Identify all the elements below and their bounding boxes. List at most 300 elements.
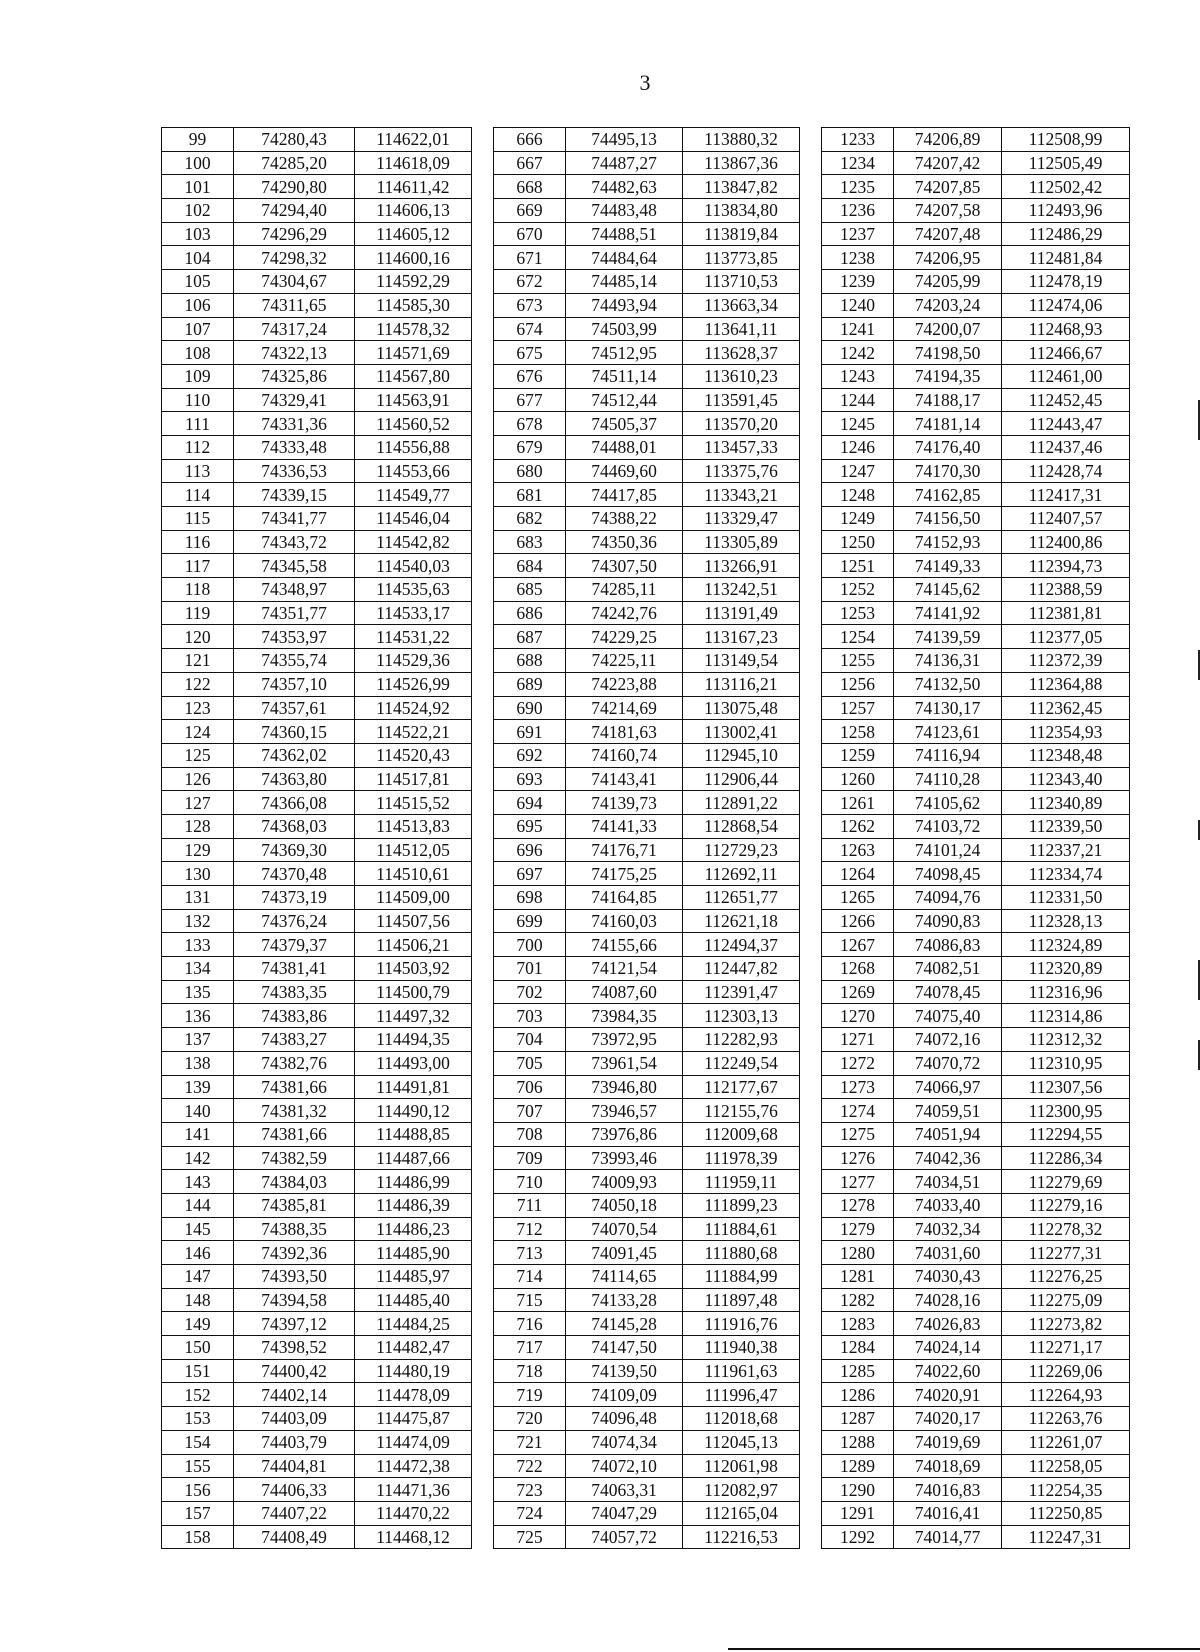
point-number-cell: 1272 xyxy=(822,1051,894,1075)
y-coordinate-cell: 113641,11 xyxy=(683,317,800,341)
column-gap xyxy=(800,696,822,720)
x-coordinate-cell: 74090,83 xyxy=(894,909,1002,933)
column-gap xyxy=(472,1288,494,1312)
table-row xyxy=(162,175,1130,199)
x-coordinate-cell: 74050,18 xyxy=(566,1193,683,1217)
x-coordinate-cell: 74397,12 xyxy=(234,1312,355,1336)
y-coordinate-cell: 113710,53 xyxy=(683,270,800,294)
point-number-cell: 678 xyxy=(494,412,566,436)
x-coordinate-cell: 74188,17 xyxy=(894,388,1002,412)
column-gap xyxy=(472,791,494,815)
x-coordinate-cell: 74403,79 xyxy=(234,1430,355,1454)
x-coordinate-cell: 74200,07 xyxy=(894,317,1002,341)
point-number-cell: 140 xyxy=(162,1099,234,1123)
point-number-cell: 151 xyxy=(162,1359,234,1383)
column-gap xyxy=(472,886,494,910)
x-coordinate-cell: 74384,03 xyxy=(234,1170,355,1194)
column-gap xyxy=(472,435,494,459)
y-coordinate-cell: 112494,37 xyxy=(683,933,800,957)
point-number-cell: 682 xyxy=(494,507,566,531)
x-coordinate-cell: 74351,77 xyxy=(234,601,355,625)
column-gap xyxy=(472,1241,494,1265)
y-coordinate-cell: 112474,06 xyxy=(1002,293,1130,317)
table-row xyxy=(162,222,1130,246)
point-number-cell: 1277 xyxy=(822,1170,894,1194)
y-coordinate-cell: 112343,40 xyxy=(1002,767,1130,791)
x-coordinate-cell: 74388,35 xyxy=(234,1217,355,1241)
x-coordinate-cell: 74317,24 xyxy=(234,317,355,341)
column-gap xyxy=(800,1170,822,1194)
column-gap xyxy=(472,530,494,554)
point-number-cell: 135 xyxy=(162,980,234,1004)
point-number-cell: 1281 xyxy=(822,1265,894,1289)
column-gap xyxy=(800,672,822,696)
point-number-cell: 1255 xyxy=(822,649,894,673)
point-number-cell: 1233 xyxy=(822,128,894,152)
y-coordinate-cell: 114475,87 xyxy=(355,1407,472,1431)
x-coordinate-cell: 74329,41 xyxy=(234,388,355,412)
x-coordinate-cell: 73976,86 xyxy=(566,1122,683,1146)
point-number-cell: 722 xyxy=(494,1454,566,1478)
y-coordinate-cell: 112447,82 xyxy=(683,957,800,981)
x-coordinate-cell: 74031,60 xyxy=(894,1241,1002,1265)
column-gap xyxy=(800,886,822,910)
y-coordinate-cell: 112328,13 xyxy=(1002,909,1130,933)
point-number-cell: 1249 xyxy=(822,507,894,531)
table-row xyxy=(162,886,1130,910)
table-row xyxy=(162,1454,1130,1478)
point-number-cell: 100 xyxy=(162,151,234,175)
x-coordinate-cell: 74285,11 xyxy=(566,578,683,602)
x-coordinate-cell: 74325,86 xyxy=(234,364,355,388)
column-gap xyxy=(472,1478,494,1502)
x-coordinate-cell: 74376,24 xyxy=(234,909,355,933)
y-coordinate-cell: 112388,59 xyxy=(1002,578,1130,602)
point-number-cell: 1273 xyxy=(822,1075,894,1099)
point-number-cell: 713 xyxy=(494,1241,566,1265)
y-coordinate-cell: 112334,74 xyxy=(1002,862,1130,886)
y-coordinate-cell: 112891,22 xyxy=(683,791,800,815)
y-coordinate-cell: 113819,84 xyxy=(683,222,800,246)
column-gap xyxy=(472,175,494,199)
y-coordinate-cell: 112372,39 xyxy=(1002,649,1130,673)
column-gap xyxy=(472,317,494,341)
y-coordinate-cell: 112277,31 xyxy=(1002,1241,1130,1265)
column-gap xyxy=(472,246,494,270)
table-row xyxy=(162,1122,1130,1146)
x-coordinate-cell: 74280,43 xyxy=(234,128,355,152)
y-coordinate-cell: 112258,05 xyxy=(1002,1454,1130,1478)
x-coordinate-cell: 74123,61 xyxy=(894,720,1002,744)
table-row xyxy=(162,1336,1130,1360)
point-number-cell: 704 xyxy=(494,1028,566,1052)
x-coordinate-cell: 74482,63 xyxy=(566,175,683,199)
column-gap xyxy=(472,1170,494,1194)
table-row xyxy=(162,933,1130,957)
column-gap xyxy=(472,649,494,673)
column-gap xyxy=(800,1478,822,1502)
x-coordinate-cell: 74398,52 xyxy=(234,1336,355,1360)
table-row xyxy=(162,743,1130,767)
column-gap xyxy=(800,1454,822,1478)
column-gap xyxy=(800,175,822,199)
x-coordinate-cell: 74487,27 xyxy=(566,151,683,175)
point-number-cell: 1235 xyxy=(822,175,894,199)
point-number-cell: 696 xyxy=(494,838,566,862)
y-coordinate-cell: 114471,36 xyxy=(355,1478,472,1502)
column-gap xyxy=(472,270,494,294)
point-number-cell: 718 xyxy=(494,1359,566,1383)
y-coordinate-cell: 113329,47 xyxy=(683,507,800,531)
point-number-cell: 116 xyxy=(162,530,234,554)
column-gap xyxy=(472,980,494,1004)
point-number-cell: 125 xyxy=(162,743,234,767)
x-coordinate-cell: 74175,25 xyxy=(566,862,683,886)
x-coordinate-cell: 74121,54 xyxy=(566,957,683,981)
x-coordinate-cell: 74152,93 xyxy=(894,530,1002,554)
point-number-cell: 686 xyxy=(494,601,566,625)
y-coordinate-cell: 112362,45 xyxy=(1002,696,1130,720)
y-coordinate-cell: 113149,54 xyxy=(683,649,800,673)
table-row xyxy=(162,128,1130,152)
x-coordinate-cell: 74030,43 xyxy=(894,1265,1002,1289)
y-coordinate-cell: 112651,77 xyxy=(683,886,800,910)
x-coordinate-cell: 74206,95 xyxy=(894,246,1002,270)
point-number-cell: 694 xyxy=(494,791,566,815)
column-gap xyxy=(800,293,822,317)
column-gap xyxy=(800,412,822,436)
column-gap xyxy=(472,1359,494,1383)
x-coordinate-cell: 74139,73 xyxy=(566,791,683,815)
point-number-cell: 690 xyxy=(494,696,566,720)
x-coordinate-cell: 74164,85 xyxy=(566,886,683,910)
x-coordinate-cell: 74156,50 xyxy=(894,507,1002,531)
x-coordinate-cell: 74141,92 xyxy=(894,601,1002,625)
column-gap xyxy=(472,696,494,720)
x-coordinate-cell: 74141,33 xyxy=(566,814,683,838)
x-coordinate-cell: 74057,72 xyxy=(566,1525,683,1549)
x-coordinate-cell: 74016,83 xyxy=(894,1478,1002,1502)
x-coordinate-cell: 74094,76 xyxy=(894,886,1002,910)
y-coordinate-cell: 114622,01 xyxy=(355,128,472,152)
column-gap xyxy=(472,388,494,412)
x-coordinate-cell: 74505,37 xyxy=(566,412,683,436)
point-number-cell: 118 xyxy=(162,578,234,602)
y-coordinate-cell: 112478,19 xyxy=(1002,270,1130,294)
point-number-cell: 155 xyxy=(162,1454,234,1478)
y-coordinate-cell: 111897,48 xyxy=(683,1288,800,1312)
x-coordinate-cell: 74033,40 xyxy=(894,1193,1002,1217)
point-number-cell: 683 xyxy=(494,530,566,554)
point-number-cell: 677 xyxy=(494,388,566,412)
y-coordinate-cell: 114510,61 xyxy=(355,862,472,886)
x-coordinate-cell: 74357,61 xyxy=(234,696,355,720)
y-coordinate-cell: 112381,81 xyxy=(1002,601,1130,625)
point-number-cell: 154 xyxy=(162,1430,234,1454)
table-row xyxy=(162,791,1130,815)
y-coordinate-cell: 112324,89 xyxy=(1002,933,1130,957)
x-coordinate-cell: 74353,97 xyxy=(234,625,355,649)
x-coordinate-cell: 74059,51 xyxy=(894,1099,1002,1123)
point-number-cell: 1248 xyxy=(822,483,894,507)
point-number-cell: 702 xyxy=(494,980,566,1004)
x-coordinate-cell: 74103,72 xyxy=(894,814,1002,838)
x-coordinate-cell: 73946,80 xyxy=(566,1075,683,1099)
y-coordinate-cell: 114535,63 xyxy=(355,578,472,602)
table-row xyxy=(162,814,1130,838)
x-coordinate-cell: 74363,80 xyxy=(234,767,355,791)
point-number-cell: 129 xyxy=(162,838,234,862)
x-coordinate-cell: 74298,32 xyxy=(234,246,355,270)
column-gap xyxy=(472,412,494,436)
y-coordinate-cell: 112155,76 xyxy=(683,1099,800,1123)
column-gap xyxy=(800,578,822,602)
table-row xyxy=(162,1265,1130,1289)
point-number-cell: 119 xyxy=(162,601,234,625)
point-number-cell: 145 xyxy=(162,1217,234,1241)
table-row xyxy=(162,1525,1130,1549)
y-coordinate-cell: 113773,85 xyxy=(683,246,800,270)
y-coordinate-cell: 114485,40 xyxy=(355,1288,472,1312)
table-row xyxy=(162,1004,1130,1028)
x-coordinate-cell: 74512,44 xyxy=(566,388,683,412)
point-number-cell: 699 xyxy=(494,909,566,933)
y-coordinate-cell: 114553,66 xyxy=(355,459,472,483)
bottom-rule xyxy=(728,1648,1200,1650)
table-row xyxy=(162,1407,1130,1431)
column-gap xyxy=(472,933,494,957)
point-number-cell: 124 xyxy=(162,720,234,744)
x-coordinate-cell: 74026,83 xyxy=(894,1312,1002,1336)
column-gap xyxy=(800,364,822,388)
point-number-cell: 668 xyxy=(494,175,566,199)
x-coordinate-cell: 74339,15 xyxy=(234,483,355,507)
x-coordinate-cell: 74379,37 xyxy=(234,933,355,957)
y-coordinate-cell: 112391,47 xyxy=(683,980,800,1004)
x-coordinate-cell: 74381,66 xyxy=(234,1075,355,1099)
x-coordinate-cell: 74408,49 xyxy=(234,1525,355,1549)
point-number-cell: 685 xyxy=(494,578,566,602)
point-number-cell: 1237 xyxy=(822,222,894,246)
x-coordinate-cell: 74170,30 xyxy=(894,459,1002,483)
point-number-cell: 1276 xyxy=(822,1146,894,1170)
x-coordinate-cell: 74098,45 xyxy=(894,862,1002,886)
point-number-cell: 693 xyxy=(494,767,566,791)
y-coordinate-cell: 112279,16 xyxy=(1002,1193,1130,1217)
column-gap xyxy=(472,625,494,649)
y-coordinate-cell: 111940,38 xyxy=(683,1336,800,1360)
column-gap xyxy=(472,909,494,933)
table-row xyxy=(162,459,1130,483)
x-coordinate-cell: 74207,42 xyxy=(894,151,1002,175)
point-number-cell: 705 xyxy=(494,1051,566,1075)
x-coordinate-cell: 74147,50 xyxy=(566,1336,683,1360)
x-coordinate-cell: 74392,36 xyxy=(234,1241,355,1265)
point-number-cell: 139 xyxy=(162,1075,234,1099)
table-row xyxy=(162,649,1130,673)
y-coordinate-cell: 113867,36 xyxy=(683,151,800,175)
x-coordinate-cell: 74018,69 xyxy=(894,1454,1002,1478)
column-gap xyxy=(800,1146,822,1170)
point-number-cell: 725 xyxy=(494,1525,566,1549)
x-coordinate-cell: 74381,32 xyxy=(234,1099,355,1123)
point-number-cell: 117 xyxy=(162,554,234,578)
x-coordinate-cell: 74383,86 xyxy=(234,1004,355,1028)
point-number-cell: 122 xyxy=(162,672,234,696)
table-row xyxy=(162,1359,1130,1383)
point-number-cell: 1269 xyxy=(822,980,894,1004)
x-coordinate-cell: 74143,41 xyxy=(566,767,683,791)
x-coordinate-cell: 74488,01 xyxy=(566,435,683,459)
x-coordinate-cell: 74155,66 xyxy=(566,933,683,957)
x-coordinate-cell: 74082,51 xyxy=(894,957,1002,981)
point-number-cell: 112 xyxy=(162,435,234,459)
point-number-cell: 715 xyxy=(494,1288,566,1312)
y-coordinate-cell: 111916,76 xyxy=(683,1312,800,1336)
x-coordinate-cell: 73984,35 xyxy=(566,1004,683,1028)
y-coordinate-cell: 114493,00 xyxy=(355,1051,472,1075)
y-coordinate-cell: 114563,91 xyxy=(355,388,472,412)
column-gap xyxy=(800,909,822,933)
y-coordinate-cell: 114546,04 xyxy=(355,507,472,531)
x-coordinate-cell: 74400,42 xyxy=(234,1359,355,1383)
table-body xyxy=(162,128,1130,1549)
x-coordinate-cell: 74074,34 xyxy=(566,1430,683,1454)
y-coordinate-cell: 113375,76 xyxy=(683,459,800,483)
y-coordinate-cell: 114497,32 xyxy=(355,1004,472,1028)
point-number-cell: 133 xyxy=(162,933,234,957)
y-coordinate-cell: 112407,57 xyxy=(1002,507,1130,531)
point-number-cell: 697 xyxy=(494,862,566,886)
y-coordinate-cell: 112452,45 xyxy=(1002,388,1130,412)
point-number-cell: 691 xyxy=(494,720,566,744)
point-number-cell: 1292 xyxy=(822,1525,894,1549)
point-number-cell: 1254 xyxy=(822,625,894,649)
y-coordinate-cell: 112249,54 xyxy=(683,1051,800,1075)
column-gap xyxy=(472,720,494,744)
x-coordinate-cell: 74072,16 xyxy=(894,1028,1002,1052)
y-coordinate-cell: 112428,74 xyxy=(1002,459,1130,483)
point-number-cell: 711 xyxy=(494,1193,566,1217)
x-coordinate-cell: 74063,31 xyxy=(566,1478,683,1502)
column-gap xyxy=(800,483,822,507)
table-row xyxy=(162,246,1130,270)
x-coordinate-cell: 74070,72 xyxy=(894,1051,1002,1075)
y-coordinate-cell: 112310,95 xyxy=(1002,1051,1130,1075)
y-coordinate-cell: 112250,85 xyxy=(1002,1501,1130,1525)
table-row xyxy=(162,1170,1130,1194)
x-coordinate-cell: 74145,62 xyxy=(894,578,1002,602)
column-gap xyxy=(800,507,822,531)
y-coordinate-cell: 111884,61 xyxy=(683,1217,800,1241)
point-number-cell: 679 xyxy=(494,435,566,459)
point-number-cell: 1239 xyxy=(822,270,894,294)
x-coordinate-cell: 74096,48 xyxy=(566,1407,683,1431)
column-gap xyxy=(800,743,822,767)
point-number-cell: 695 xyxy=(494,814,566,838)
point-number-cell: 153 xyxy=(162,1407,234,1431)
x-coordinate-cell: 74381,66 xyxy=(234,1122,355,1146)
column-gap xyxy=(472,1383,494,1407)
point-number-cell: 1242 xyxy=(822,341,894,365)
x-coordinate-cell: 74051,94 xyxy=(894,1122,1002,1146)
y-coordinate-cell: 112340,89 xyxy=(1002,791,1130,815)
x-coordinate-cell: 74343,72 xyxy=(234,530,355,554)
x-coordinate-cell: 74149,33 xyxy=(894,554,1002,578)
x-coordinate-cell: 74181,14 xyxy=(894,412,1002,436)
x-coordinate-cell: 74417,85 xyxy=(566,483,683,507)
x-coordinate-cell: 74495,13 xyxy=(566,128,683,152)
x-coordinate-cell: 74341,77 xyxy=(234,507,355,531)
x-coordinate-cell: 74345,58 xyxy=(234,554,355,578)
point-number-cell: 710 xyxy=(494,1170,566,1194)
point-number-cell: 673 xyxy=(494,293,566,317)
y-coordinate-cell: 114533,17 xyxy=(355,601,472,625)
column-gap xyxy=(800,317,822,341)
point-number-cell: 688 xyxy=(494,649,566,673)
column-gap xyxy=(800,1525,822,1549)
x-coordinate-cell: 74160,03 xyxy=(566,909,683,933)
x-coordinate-cell: 74016,41 xyxy=(894,1501,1002,1525)
point-number-cell: 1282 xyxy=(822,1288,894,1312)
y-coordinate-cell: 114529,36 xyxy=(355,649,472,673)
y-coordinate-cell: 111978,39 xyxy=(683,1146,800,1170)
point-number-cell: 121 xyxy=(162,649,234,673)
y-coordinate-cell: 112468,93 xyxy=(1002,317,1130,341)
point-number-cell: 148 xyxy=(162,1288,234,1312)
table-row xyxy=(162,388,1130,412)
y-coordinate-cell: 111959,11 xyxy=(683,1170,800,1194)
point-number-cell: 687 xyxy=(494,625,566,649)
point-number-cell: 1291 xyxy=(822,1501,894,1525)
y-coordinate-cell: 112337,21 xyxy=(1002,838,1130,862)
y-coordinate-cell: 114491,81 xyxy=(355,1075,472,1099)
column-gap xyxy=(800,814,822,838)
x-coordinate-cell: 74105,62 xyxy=(894,791,1002,815)
point-number-cell: 1279 xyxy=(822,1217,894,1241)
column-gap xyxy=(472,1430,494,1454)
x-coordinate-cell: 74136,31 xyxy=(894,649,1002,673)
y-coordinate-cell: 112307,56 xyxy=(1002,1075,1130,1099)
point-number-cell: 1236 xyxy=(822,199,894,223)
y-coordinate-cell: 112271,17 xyxy=(1002,1336,1130,1360)
point-number-cell: 720 xyxy=(494,1407,566,1431)
column-gap xyxy=(800,128,822,152)
y-coordinate-cell: 114611,42 xyxy=(355,175,472,199)
y-coordinate-cell: 113628,37 xyxy=(683,341,800,365)
x-coordinate-cell: 74355,74 xyxy=(234,649,355,673)
y-coordinate-cell: 111884,99 xyxy=(683,1265,800,1289)
x-coordinate-cell: 74207,85 xyxy=(894,175,1002,199)
column-gap xyxy=(472,1265,494,1289)
x-coordinate-cell: 74070,54 xyxy=(566,1217,683,1241)
point-number-cell: 1246 xyxy=(822,435,894,459)
point-number-cell: 147 xyxy=(162,1265,234,1289)
point-number-cell: 1258 xyxy=(822,720,894,744)
point-number-cell: 701 xyxy=(494,957,566,981)
y-coordinate-cell: 112508,99 xyxy=(1002,128,1130,152)
column-gap xyxy=(800,151,822,175)
column-gap xyxy=(800,957,822,981)
y-coordinate-cell: 114500,79 xyxy=(355,980,472,1004)
y-coordinate-cell: 113591,45 xyxy=(683,388,800,412)
column-gap xyxy=(800,435,822,459)
y-coordinate-cell: 112018,68 xyxy=(683,1407,800,1431)
point-number-cell: 149 xyxy=(162,1312,234,1336)
y-coordinate-cell: 112263,76 xyxy=(1002,1407,1130,1431)
y-coordinate-cell: 112278,32 xyxy=(1002,1217,1130,1241)
point-number-cell: 105 xyxy=(162,270,234,294)
